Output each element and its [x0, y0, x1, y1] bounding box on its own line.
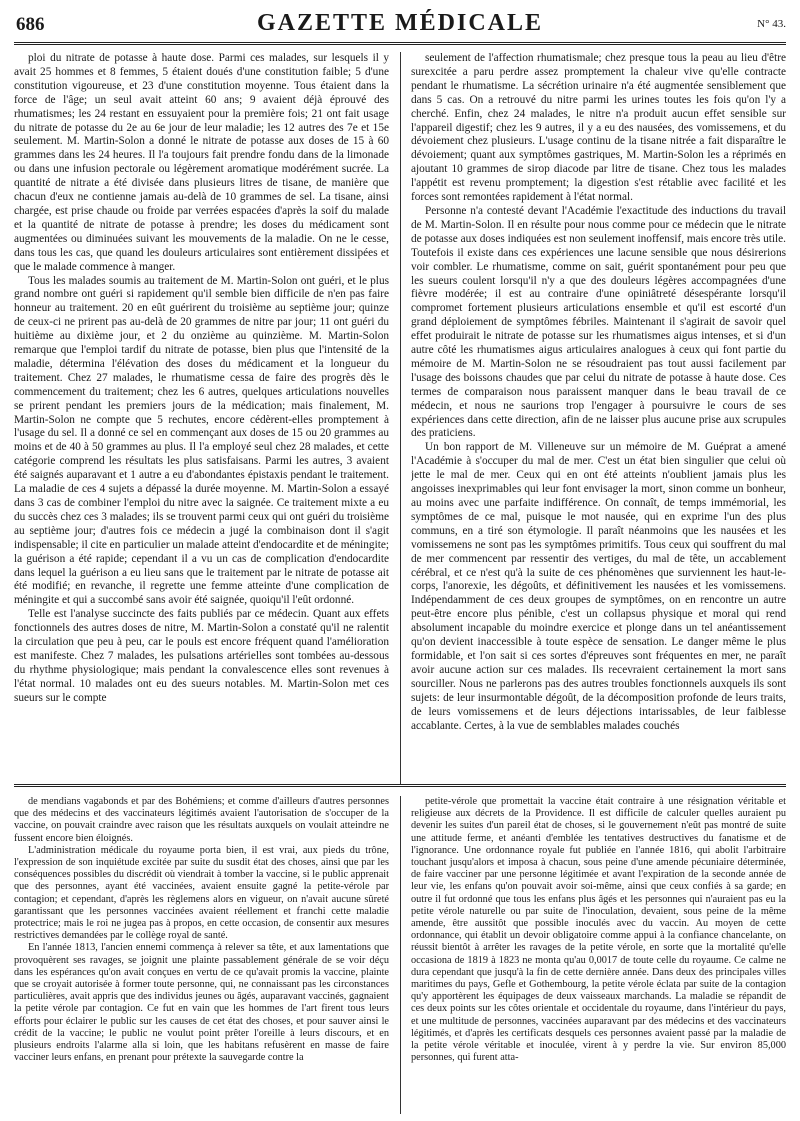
column-divider — [400, 796, 401, 1114]
page-number: 686 — [16, 14, 45, 35]
lower-left-column — [14, 796, 389, 1114]
paragraph: de mendians vagabonds et par des Bohémiens; et comme d'ailleurs d'autres personnes que des médecins et des vaccinateurs légitimés avaient l'autorisation de s'occuper de la vaccine, on pouvait craindre avec raison que les résultats auxquels on voulait atteindre ne fussent encore bien éloignés. — [14, 796, 389, 844]
issue-number: N° 43. — [757, 18, 786, 30]
lower-article — [14, 796, 786, 1114]
page-header — [14, 8, 786, 45]
paragraph: En l'année 1813, l'ancien ennemi commença à relever sa tête, et aux lamentations que provoquèrent ses ravages, se joignit une plainte passablement générale de se voir déçu dans les espérances qu'on avait conçues en vertu de ce qu'avait promis la vaccine, plainte que se croyait autorisée à former toute personne, qui, ne connaissant pas les circonstances particulières, avait appris que des individus jeunes ou âgés, auparavant vaccinés, gagnaient la petite vérole par contagion. Ce fut en vain que les hommes de l'art firent tous leurs efforts pour éclairer le public sur les causes de cet état des choses, et pour sauver ainsi le crédit de la vaccine; le public ne voulut point prêter l'oreille à leurs discours, et en plusieurs endroits l'alarme alla si loin, que les habitans refusèrent en masse de faire vacciner leurs enfans, en prenant pour prétexte la sauvegarde contre la — [14, 942, 389, 1064]
paragraph: ploi du nitrate de potasse à haute dose. Parmi ces malades, sur lesquels il y avait 25 hommes et 8 femmes, 5 étaient doués d'une constitution faible; 5 d'une constitution vigoureuse, et 23 d'une constitution moyenne. Tous étaient dans la force de l'âge; un seul avait atteint 60 ans; 9 avaient déjà éprouvé des rhumatismes; les 24 restant en essuyaient pour la première fois; 21 ont fait usage du nitrate de potasse du 2e au 6e jour de leur maladie; les 12 autres des 7e et 15e seulement. M. Martin-Solon a donné le nitrate de potasse aux doses de 15 à 60 grammes dans les 24 heures. Il l'a toujours fait prendre fondu dans de la limonade ou dans une infusion pectorale ou légèrement aromatique modérément sucrée. La quantité de nitrate a été divisée dans plusieurs litres de tisane, de manière que chacun d'eux ne contienne jamais au-delà de 10 grammes de sel. La tisane, ainsi chargée, est prise chaude ou froide par verrées espacées d'après la soif du malade et la quantité de nitrate de potasse à prendre; les doses du médicament sont augmentées ou diminuées suivant les mouvements de la maladie. On ne le cesse, dans tous les cas, que quand les douleurs articulaires sont entièrement dissipées et que le malade commence à manger. — [14, 52, 389, 273]
upper-article — [14, 52, 786, 787]
paragraph: petite-vérole que promettait la vaccine était contraire à une résignation véritable et religieuse aux décrets de la Providence. Il est difficile de calculer quelles auraient pu devenir les suites d'un pareil état de choses, si le gouvernement n'eût pas montré de suite une attitude ferme, et anéanti d'emblée les tentatives destructives du fanatisme et de l'ignorance. Une ordonnance royale fut publiée en l'année 1816, qui abolit l'arbitraire touchant jusqu'alors et imposa à chacun, sous peine d'une amende pécuniaire déterminée, de faire vacciner par une personne légitimée et avant l'expiration de la seconde année de leur vie, les enfans qu'on pouvait avoir soi-même, ainsi que ceux confiés à sa garde; en outre il fut ordonné que tous les enfans plus âgés et les personnes qui n'auraient pas eu la petite vérole naturelle ou par suite de l'inoculation, devaient, sous peine de la même amende, être aussitôt que possible inoculés avec du vaccin. Au moyen de cette ordonnance, qui établit un devoir obligatoire comme appui à la confiance chancelante, on réussit bientôt à arrêter les ravages de la petite vérole, en sorte que la mortalité qu'elle occasiona de 1819 à 1823 ne monta qu'au 0,0017 de toute celle du royaume. Ce calme ne dura cependant que jusqu'à la fin de cette dernière année. Dans deux des principales villes maritimes du pays, Gefle et Gothembourg, la petite vérole éclata par suite de la contagion qu'y apportèrent les équipages de deux vaisseaux marchands. La maladie se répandit de ces deux points sur les côtes orientale et occidentale du royaume, dans l'intérieur du pays, et une multitude de personnes, vaccinées auparavant par des médecins et des vaccinateurs légitimés, et d'après les certificats desquels ces personnes avaient passé par la maladie de la petite vérole véritable et inoculée, virent à y perdre la vie. Sur environ 85,000 personnes, qui furent atta- — [411, 796, 786, 1064]
upper-right-column — [411, 52, 786, 784]
upper-left-column — [14, 52, 389, 784]
paragraph: Telle est l'analyse succincte des faits publiés par ce médecin. Quant aux effets fonctionnels des autres doses de nitre, M. Martin-Solon a constaté qu'il ne ralentit la circulation que peu à peu, car le pouls est encore fréquent quand l'amélioration est manifeste. Chez 7 malades, les pulsations artérielles sont tombées au-dessous du rhythme physiologique; mais pendant la convalescence elles sont revenues à l'état normal. 10 malades ont eu des sueurs notables. M. Martin-Solon met ces sueurs sur le compte — [14, 608, 389, 704]
column-divider — [400, 52, 401, 784]
lower-right-column — [411, 796, 786, 1114]
paragraph: L'administration médicale du royaume porta bien, il est vrai, aux pieds du trône, l'expression de son inquiétude excitée par suite du susdit état des choses, ainsi que par les conséquences possibles du discrédit où viendrait à tomber la vaccine, si le public apprenait que des personnes, ayant été vaccinées, avaient ensuite gagné la petite-vérole par contagion; et cependant, d'après les règlemens alors en vigueur, on n'avait aucune sûreté garantissant que les personnes vaccinées avaient réellement et franchi cette maladie protectrice; mais le roi ne jugea pas à propos, en cette occasion, de consentir aux mesures restrictives demandées par le collège royal de santé. — [14, 844, 389, 942]
journal-title: GAZETTE MÉDICALE — [256, 10, 544, 36]
paragraph: Un bon rapport de M. Villeneuve sur un mémoire de M. Guéprat a amené l'Académie à s'occuper du mal de mer. C'est un état bien singulier que celui où jette le mal de mer. Ceux qui en ont été atteints n'oublient jamais plus les angoisses inexprimables qui leur font envisager la mort, sinon comme un bonheur, au moins avec une parfaite indifférence. On connaît, de temps immémorial, les symptômes de ce mal, puisque le mot nausée, qui en exprime l'un des plus communs, en a tiré son étymologie. Il paraît néanmoins que les nausées et les vomissemens ne sont pas les symptômes primitifs. Tous ceux qui souffrent du mal de mer commencent par ressentir des vertiges, du mal de tête, un accablement cérébral, et ce n'est qu'à la suite de ces phénomènes que surviennent les haut-le-corps, l'anorexie, les dégoûts, et définitivement les nausées et les vomissemens. Indépendamment de ces deux groupes de symptômes, on en rencontre un autre peut-être encore plus pénible, c'est un collapsus physique et moral qui rend absolument incapable du moindre exercice et plonge dans un tel anéantissement qu'on devient inaccessible à toute espèce de sensation. Le danger même le plus formidable, et l'on sait si ces sortes d'épreuves sont fréquentes en mer, ne paraît avoir aucune action sur ces malades. Ils recevraient certainement la mort sans sourciller. Nous ne parlerons pas des autres troubles fonctionnels auxquels ils sont sujets: de leur insurmontable dégoût, de la décomposition profonde de leurs traits, de leurs vomissemens et de leurs déjections intarissables, de leur faiblesse accablante. Certes, à la vue de semblables malades couchés — [411, 441, 786, 732]
paragraph: Personne n'a contesté devant l'Académie l'exactitude des inductions du travail de M. Martin-Solon. Il en résulte pour nous comme pour ce médecin que le nitrate de potasse aux doses indiquées est non seulement inoffensif, mais encore très utile. Toutefois il existe dans ces expériences une lacune sensible que nous désirerions voir combler. Le rhumatisme, comme on sait, guérit spontanément pour peu que les sueurs coulent lorsqu'il n'y a que des douleurs légères accompagnées d'une fièvre modérée; il est au contraire d'une opiniâtreté désespérante lorsqu'il compromet fortement plusieurs articulations ensemble et qu'il est escorté d'un grand déploiement de symptômes fébriles. Maintenant il s'agirait de savoir quel effet produirait le nitrate de potasse sur les rhumatismes aigus intenses, et si d'un autre côté les rhumatismes aigus articulaires analogues à ceux qui font partie du mémoire de M. Martin-Solon ne se résoudraient pas tout aussi facilement par l'usage des boissons chaudes que par celui du nitrate de potasse à haute dose. Ces termes de comparaison nous paraissent manquer dans le beau travail de ce médecin, et nous ne saurions trop l'engager à poursuivre le cours de ses expériences dans cette direction, afin de ne laisser plus aucune prise aux scrupules des praticiens. — [411, 204, 786, 440]
paragraph: seulement de l'affection rhumatismale; chez presque tous la peau au lieu d'être surexcitée a paru perdre assez promptement la chaleur vive qu'elle contracte pendant le rhumatisme. La sécrétion urinaire n'a été augmentée sensiblement que dans 5 cas. On a retrouvé du nitre parmi les urines toutes les fois qu'on l'y a cherché. Enfin, chez 24 malades, le nitre n'a produit aucun effet sensible sur l'appareil digestif; chez les 9 autres, il y a eu des nausées, des vomissemens, et du dévoiement chez plusieurs. L'usage continu de la tisane nitrée a fait disparaître le dévoiement; quant aux symptômes gastriques, M. Martin-Solon les a réprimés en ajoutant 10 grammes de sirop diacode par litre de tisane. Chez tous les malades l'appétit est revenu promptement; la digestion s'est rétablie avec facilité et les forces sont remontées rapidement à l'état normal. — [411, 52, 786, 204]
paragraph: Tous les malades soumis au traitement de M. Martin-Solon ont guéri, et le plus grand nombre ont guéri si rapidement qu'il semble bien difficile de n'en pas faire honneur au traitement. 20 en eût guérirent du troisième au septième jour; quinze de ceux-ci ne prirent pas au-delà de 20 grammes de nitre par jour; 11 ont guéri du huitième au dixième jour, et 2 du onzième au quinzième. M. Martin-Solon remarque que l'emploi tardif du nitrate de potasse, bien plus que l'intensité de la maladie, détermina l'élévation des doses du médicament et la longueur du traitement. Chez 27 malades, le rhumatisme cessa de faire des progrès dès le commencement du traitement; chez les 6 autres, quelques articulations nouvelles se prirent pendant les premiers jours de la médication; mais finalement, M. Martin-Solon ne compte que 5 rechutes, encore cédèrent-elles promptement à l'usage du sel. Il a donné ce sel en commençant aux doses de 15 ou 20 grammes au moins et de 40 à 50 grammes au plus. Il l'a employé seul chez 28 malades, et cette catégorie comprend les résultats les plus satisfaisans. Parmi les autres, 3 avaient été saignés auparavant et 1 autre a eu d'abondantes épistaxis pendant le traitement. La maladie de ces 4 sujets a dépassé la durée moyenne. M. Martin-Solon a essayé dans 3 cas de combiner l'emploi du nitre avec la saignée. Ce traitement mixte a eu du succès chez ces 3 malades; ils se trouvent parmi ceux qui ont guéri du troisième au septième jour; d'autres fois ce médecin a jugé la combinaison dont il s'agit indispensable; il cite en particulier un malade atteint d'endocardite et de méningite; la guérison a été rapide; cependant il a vu un cas de complication d'endocardite dans lequel la guérison a eu lieu sans que le traitement par le nitrate de potasse ait été modifié; en revanche, il regrette une femme atteinte d'une complication de méningite et qui a succombé sans avoir été saignée, quoiqu'il l'eût ordonné. — [14, 274, 389, 607]
